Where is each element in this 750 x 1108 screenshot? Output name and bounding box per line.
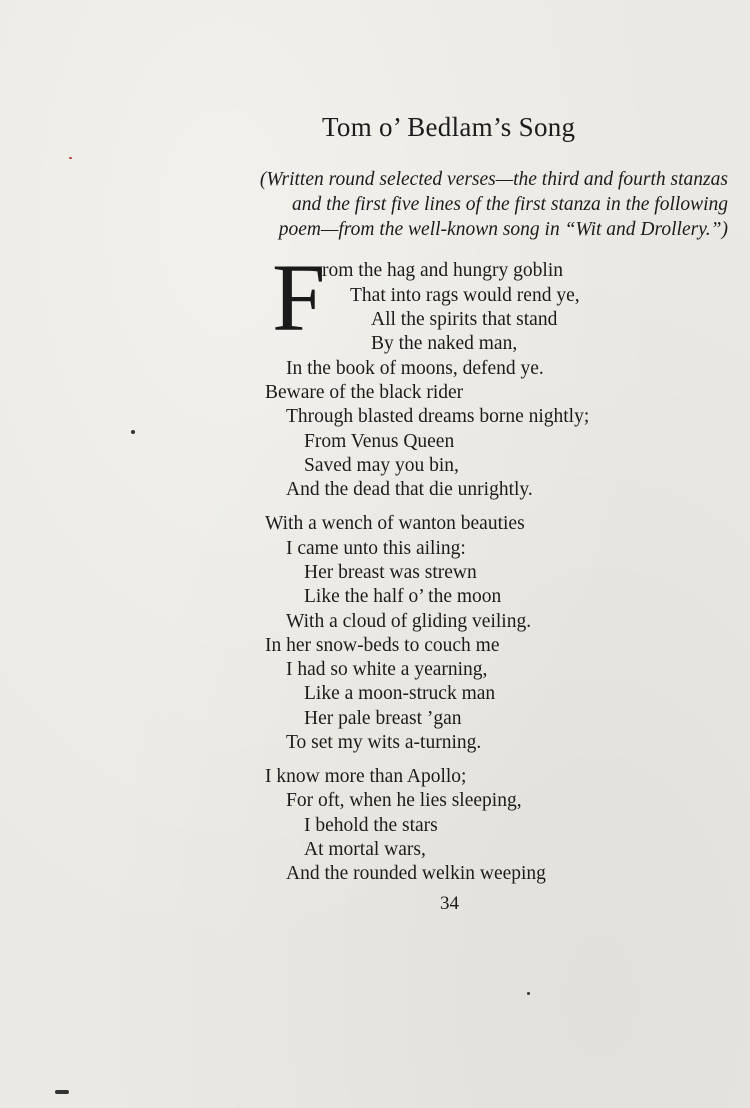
preface-line: and the first five lines of the first stanza in the following — [291, 194, 728, 215]
poem-line: rom the hag and hungry goblin — [322, 260, 563, 281]
paper-speck — [527, 992, 530, 995]
poem-line: Beware of the black rider — [265, 382, 464, 403]
poem-line: That into rags would rend ye, — [350, 285, 580, 306]
poem-line: Like a moon-struck man — [304, 683, 496, 704]
preface-line: poem—from the well-known song in “Wit and Drollery.”) — [278, 219, 728, 240]
preface-line: (Written round selected verses—the third and fourth stanzas — [259, 169, 728, 190]
poem-line: I behold the stars — [304, 815, 438, 836]
poem-line: At mortal wars, — [304, 839, 426, 860]
page-number: 34 — [440, 893, 459, 914]
poem-line: All the spirits that stand — [371, 309, 558, 330]
poem-line: From Venus Queen — [304, 431, 455, 452]
poem-line: Like the half o’ the moon — [304, 586, 502, 607]
poem-line: I had so white a yearning, — [286, 659, 488, 680]
poem-line: Through blasted dreams borne nightly; — [286, 406, 590, 427]
poem-line: Her breast was strewn — [304, 562, 477, 583]
poem-line: I know more than Apollo; — [265, 766, 467, 787]
paper-speck — [55, 1090, 69, 1094]
poem-line: With a wench of wanton beauties — [265, 513, 525, 534]
poem-line: Her pale breast ’gan — [304, 708, 462, 729]
poem-line: I came unto this ailing: — [286, 538, 466, 559]
poem-line: By the naked man, — [371, 333, 518, 354]
poem-line: And the dead that die unrightly. — [286, 479, 533, 500]
poem-line: Saved may you bin, — [304, 455, 459, 476]
drop-cap: F — [272, 244, 326, 351]
poem-line: To set my wits a-turning. — [286, 732, 482, 753]
paper-speck — [131, 430, 135, 434]
poem-line: With a cloud of gliding veiling. — [286, 611, 532, 632]
poem-line: For oft, when he lies sleeping, — [286, 790, 522, 811]
poem-title: Tom o’ Bedlam’s Song — [322, 112, 576, 142]
poem-line: And the rounded welkin weeping — [286, 863, 546, 884]
paper-speck — [69, 157, 72, 159]
poem-line: In her snow-beds to couch me — [265, 635, 500, 656]
poem-line: In the book of moons, defend ye. — [286, 358, 544, 379]
